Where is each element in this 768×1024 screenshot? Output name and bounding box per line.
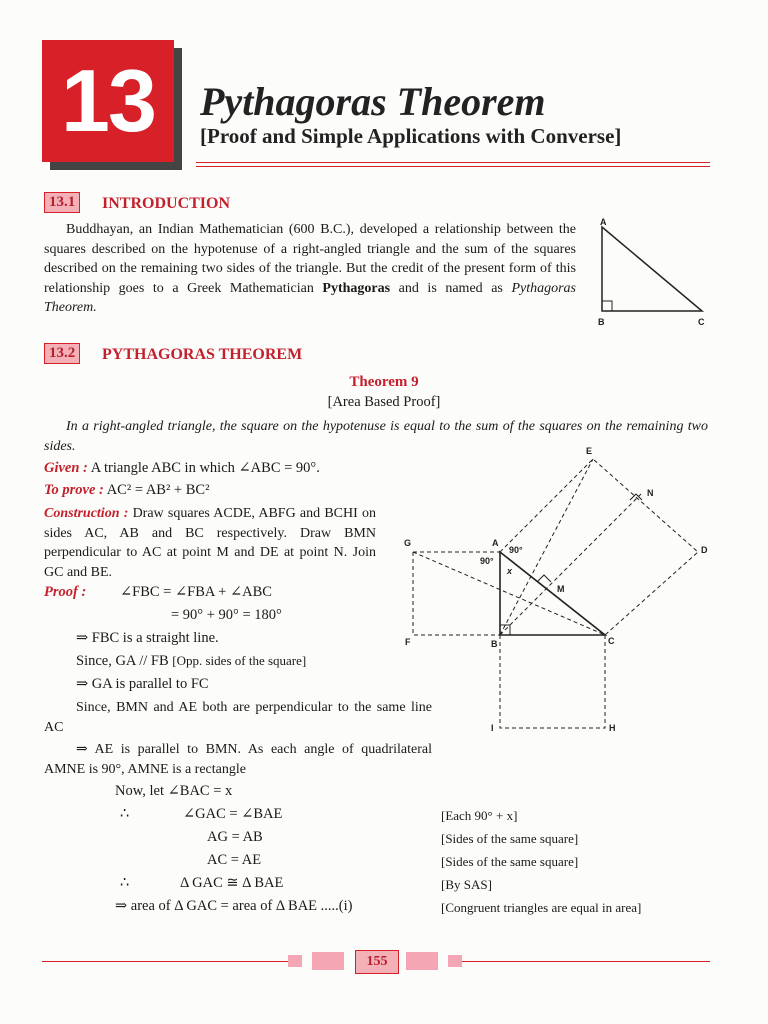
footer-rule-left — [42, 961, 288, 962]
label-e: E — [586, 446, 593, 456]
section-title-pythagoras: PYTHAGORAS THEOREM — [102, 346, 303, 363]
proof-line-5: ⇒ GA is parallel to FC — [76, 676, 209, 692]
footer-deco-3 — [406, 952, 438, 970]
step-4: Δ GAC ≅ Δ BAE — [180, 875, 284, 891]
theorem-statement: In a right-angled triangle, the square on the hypotenuse is equal to the sum of the squares on the remaining two sides. — [44, 419, 708, 454]
label-x: x — [507, 566, 513, 576]
step-2: AG = AB — [207, 829, 263, 845]
label-f: F — [405, 637, 411, 647]
footer-deco-4 — [448, 955, 462, 967]
proof-line-3: ⇒ FBC is a straight line. — [76, 630, 219, 646]
right-angle-m — [537, 575, 551, 582]
header-rule-bottom — [196, 166, 710, 167]
segment-bmn — [500, 494, 641, 635]
theorem-subtitle: [Area Based Proof] — [327, 394, 441, 410]
section-number-13-2: 13.2 — [44, 343, 80, 364]
footer-rule-right — [462, 961, 710, 962]
footer-deco-1 — [288, 955, 302, 967]
label-a: A — [492, 538, 499, 548]
proof-line-1: ∠FBC = ∠FBA + ∠ABC — [120, 584, 272, 600]
label-h: H — [609, 723, 616, 733]
label-b: B — [491, 639, 498, 649]
proof-line-7: ⇒ AE is parallel to BMN. As each angle of quadrilateral AMNE is 90°, AMNE is a rectangle — [44, 742, 432, 777]
right-angle-mark — [602, 301, 612, 311]
to-prove-line: To prove : AC² = AB² + BC² — [44, 482, 210, 498]
proof-line-4-note: [Opp. sides of the square] — [172, 653, 307, 668]
chapter-title: Pythagoras Theorem — [200, 79, 546, 124]
step-5-note: [Congruent triangles are equal in area] — [441, 900, 642, 915]
step-5: ⇒ area of Δ GAC = area of Δ BAE .....(i) — [115, 898, 353, 914]
proof-line-4: Since, GA // FB [Opp. sides of the square] — [76, 653, 307, 669]
section-number-13-1: 13.1 — [44, 192, 80, 213]
proof-line-6: Since, BMN and AE both are perpendicular to the same line AC — [44, 700, 432, 735]
triangle-abc — [602, 227, 702, 311]
label-m: M — [557, 584, 565, 594]
step-1-note: [Each 90° + x] — [441, 808, 518, 823]
intro-paragraph: Buddhayan, an Indian Mathematician (600 B.C.), developed a relationship between the squares described on the hypotenuse of a right-angled triangle and the sum of the squares described on the remaining two sides of the triangle. But the credit of the present form of this relationship goes to a Greek Mathematician Pythagoras and is named as Pythagoras Theorem. — [44, 222, 577, 315]
label-d: D — [701, 545, 708, 555]
triangle-abc — [500, 552, 605, 635]
label-c: C — [608, 636, 615, 646]
label-a: A — [600, 217, 607, 227]
proof-label: Proof : — [44, 584, 87, 600]
given-line: Given : A triangle ABC in which ∠ABC = 90°. — [44, 460, 320, 476]
square-acde — [500, 459, 698, 635]
segment-gc — [413, 552, 605, 635]
header-rule-top — [196, 162, 710, 163]
pythagoras-name: Pythagoras — [322, 280, 391, 296]
proof-line-2: = 90° + 90° = 180° — [171, 607, 282, 623]
label-angle-90-left: 90° — [480, 556, 494, 566]
step-3-note: [Sides of the same square] — [441, 854, 579, 869]
step-1: ∠GAC = ∠BAE — [183, 806, 283, 822]
footer-deco-2 — [312, 952, 344, 970]
right-triangle-figure — [590, 215, 720, 330]
therefore-symbol-1: ∴ — [120, 806, 130, 822]
label-n: N — [647, 488, 654, 498]
label-b: B — [598, 317, 605, 327]
chapter-subtitle: [Proof and Simple Applications with Converse] — [200, 124, 622, 148]
chapter-number: 13 — [42, 40, 174, 162]
label-g: G — [404, 538, 412, 548]
square-bchi — [500, 635, 605, 728]
label-angle-90-top: 90° — [509, 545, 523, 555]
section-title-introduction: INTRODUCTION — [102, 195, 231, 212]
page-number: 155 — [355, 950, 399, 974]
proof-line-8: Now, let ∠BAC = x — [115, 783, 233, 799]
pythagoras-proof-figure — [395, 440, 720, 740]
step-4-note: [By SAS] — [441, 877, 492, 892]
label-c: C — [698, 317, 705, 327]
construction-paragraph: Construction : Draw squares ACDE, ABFG and BCHI on sides AC, AB and BC respectively. Draw BMN perpendicular to AC at point M and DE at point N. Join GC and BE. — [44, 506, 377, 580]
step-3: AC = AE — [207, 852, 262, 868]
theorem-name: Pythagoras Theorem. — [44, 280, 577, 315]
step-2-note: [Sides of the same square] — [441, 831, 579, 846]
label-i: I — [491, 723, 494, 733]
theorem-title: Theorem 9 — [349, 374, 419, 390]
therefore-symbol-2: ∴ — [120, 875, 130, 891]
